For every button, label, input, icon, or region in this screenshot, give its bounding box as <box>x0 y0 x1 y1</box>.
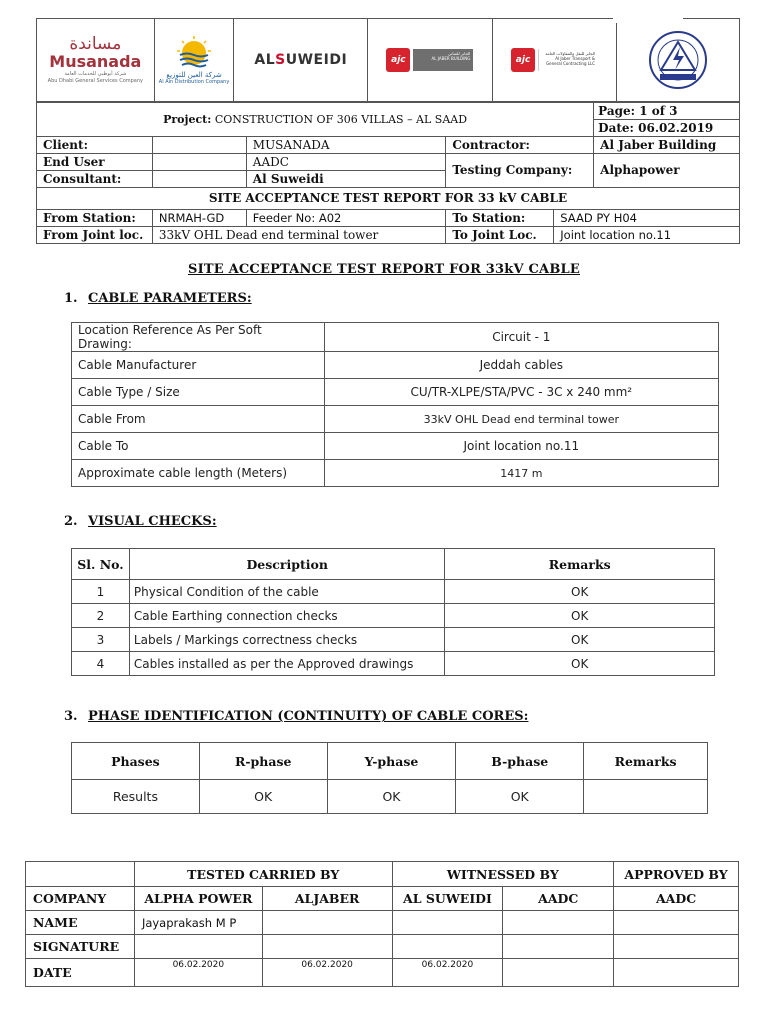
page-number: Page: 1 of 3 <box>598 104 678 118</box>
table-row <box>72 406 719 433</box>
row-description: Physical Condition of the cable <box>129 580 445 604</box>
param-value: 33kV OHL Dead end terminal tower <box>324 406 718 433</box>
report-date: Date: 06.02.2019 <box>594 119 739 136</box>
contractor-value: Al Jaber Building <box>594 137 740 154</box>
alsuweidi-logo <box>234 19 368 101</box>
table-row <box>26 959 739 987</box>
phase-remarks <box>584 780 708 814</box>
musanada-sub-en: Abu Dhabi General Services Company <box>47 77 143 84</box>
results-label: Results <box>72 780 200 814</box>
signature-cell <box>392 935 503 959</box>
report-title: SITE ACCEPTANCE TEST REPORT FOR 33 kV CABLE <box>37 188 740 210</box>
param-label: Cable Manufacturer <box>72 352 325 379</box>
ajc-badge-2: ajc <box>511 48 535 72</box>
param-value: 1417 m <box>324 460 718 487</box>
row-remarks: OK <box>445 652 715 676</box>
company-label: COMPANY <box>26 887 135 911</box>
param-value: CU/TR-XLPE/STA/PVC - 3C x 240 mm² <box>324 379 718 406</box>
name-cell: Jayaprakash M P <box>134 911 262 935</box>
date-label: DATE <box>26 959 135 987</box>
col-header-slno: Sl. No. <box>72 549 130 580</box>
to-station-label: To Station: <box>446 210 554 227</box>
col-header-remarks: Remarks <box>584 743 708 780</box>
table-row <box>72 628 715 652</box>
date-cell: 06.02.2020 <box>262 959 392 987</box>
from-station-value: NRMAH-GD <box>152 210 246 227</box>
alphapower-logo <box>617 19 739 101</box>
row-remarks: OK <box>445 628 715 652</box>
table-row <box>72 323 719 352</box>
header-notch <box>613 15 683 23</box>
musanada-english: Musanada <box>49 51 142 71</box>
alsuweidi-post: UWEIDI <box>285 52 348 68</box>
col-header-b-phase: B-phase <box>456 743 584 780</box>
signature-cell <box>262 935 392 959</box>
consultant-value: Al Suweidi <box>246 171 446 188</box>
feeder-number: Feeder No: A02 <box>246 210 446 227</box>
date-cell: 06.02.2020 <box>392 959 503 987</box>
ajc-building-arabic: الجابر للمباني <box>447 51 471 56</box>
ajc-building-english: AL JABER BUILDING <box>431 56 471 61</box>
aadc-english: Al Ain Distribution Company <box>158 79 230 85</box>
aadc-sun-icon <box>174 35 214 69</box>
param-value: Circuit - 1 <box>324 323 718 352</box>
project-label: Project: <box>163 113 212 126</box>
company-cell: AADC <box>503 887 614 911</box>
row-description: Cables installed as per the Approved drawings <box>129 652 445 676</box>
name-label: NAME <box>26 911 135 935</box>
col-header-phases: Phases <box>72 743 200 780</box>
table-row <box>26 887 739 911</box>
musanada-logo <box>37 19 155 101</box>
from-joint-label: From Joint loc. <box>37 227 153 244</box>
section-1-text: CABLE PARAMETERS: <box>88 291 252 306</box>
date-cell: 06.02.2020 <box>134 959 262 987</box>
signature-table <box>25 861 739 987</box>
logo-header <box>36 18 740 102</box>
musanada-arabic: مساندة <box>69 33 122 54</box>
date-cell <box>614 959 739 987</box>
col-header-r-phase: R-phase <box>199 743 327 780</box>
aljaber-transport-logo <box>493 19 618 101</box>
approved-by-header: APPROVED BY <box>614 862 739 887</box>
row-description: Labels / Markings correctness checks <box>129 628 445 652</box>
musanada-sub-ar: شركة أبوظبي للخدمات العامة <box>64 70 127 77</box>
table-row <box>72 780 708 814</box>
alphapower-emblem-icon <box>648 30 708 90</box>
signature-cell <box>134 935 262 959</box>
table-row <box>72 433 719 460</box>
witnessed-by-header: WITNESSED BY <box>392 862 614 887</box>
table-row <box>72 352 719 379</box>
testing-company-label: Testing Company: <box>446 154 594 188</box>
signature-cell <box>503 935 614 959</box>
row-remarks: OK <box>445 604 715 628</box>
row-number: 3 <box>72 628 130 652</box>
company-cell: AL SUWEIDI <box>392 887 503 911</box>
col-header-remarks: Remarks <box>445 549 715 580</box>
b-phase-result: OK <box>456 780 584 814</box>
end-user-label: End User <box>37 154 153 171</box>
from-joint-value: 33kV OHL Dead end terminal tower <box>152 227 445 244</box>
aadc-logo <box>155 19 235 101</box>
table-row <box>26 911 739 935</box>
visual-checks-table <box>71 548 715 676</box>
signature-label: SIGNATURE <box>26 935 135 959</box>
row-number: 2 <box>72 604 130 628</box>
table-row <box>72 379 719 406</box>
phase-identification-table <box>71 742 708 814</box>
to-joint-value: Joint location no.11 <box>554 227 740 244</box>
to-joint-label: To Joint Loc. <box>446 227 554 244</box>
client-value: MUSANADA <box>246 137 446 154</box>
project-info-table <box>36 102 740 244</box>
name-cell <box>503 911 614 935</box>
y-phase-result: OK <box>327 780 456 814</box>
row-number: 4 <box>72 652 130 676</box>
section-3-number: 3. <box>64 709 78 724</box>
section-2-text: VISUAL CHECKS: <box>88 514 217 529</box>
row-remarks: OK <box>445 580 715 604</box>
param-label: Cable To <box>72 433 325 460</box>
company-cell: AADC <box>614 887 739 911</box>
param-label: Location Reference As Per Soft Drawing: <box>72 323 325 352</box>
col-header-description: Description <box>129 549 445 580</box>
tested-by-header: TESTED CARRIED BY <box>134 862 392 887</box>
section-3-title <box>64 709 528 724</box>
param-value: Jeddah cables <box>324 352 718 379</box>
param-label: Approximate cable length (Meters) <box>72 460 325 487</box>
alsuweidi-s: S <box>275 52 286 68</box>
date-cell <box>503 959 614 987</box>
row-number: 1 <box>72 580 130 604</box>
table-row <box>72 652 715 676</box>
ajc-transport-english: Al Jaber Transport & General Contracting LLC <box>546 56 596 66</box>
ajc-transport-arabic: الجابر للنقل والمقاولات العامة <box>545 51 596 56</box>
alsuweidi-pre: AL <box>254 52 276 68</box>
table-row <box>26 935 739 959</box>
client-label: Client: <box>37 137 153 154</box>
to-station-value: SAAD PY H04 <box>554 210 740 227</box>
param-value: Joint location no.11 <box>324 433 718 460</box>
section-1-number: 1. <box>64 291 78 306</box>
testing-company-value: Alphapower <box>594 154 740 188</box>
signature-cell <box>614 935 739 959</box>
cable-parameters-table <box>71 322 719 487</box>
consultant-label: Consultant: <box>37 171 153 188</box>
param-label: Cable From <box>72 406 325 433</box>
col-header-y-phase: Y-phase <box>327 743 456 780</box>
alphapower-text: CONTRACTING L.L.C <box>663 89 694 93</box>
company-cell: ALPHA POWER <box>134 887 262 911</box>
name-cell <box>614 911 739 935</box>
name-cell <box>262 911 392 935</box>
row-description: Cable Earthing connection checks <box>129 604 445 628</box>
end-user-value: AADC <box>246 154 446 171</box>
project-value: CONSTRUCTION OF 306 VILLAS – AL SAAD <box>214 113 468 126</box>
aljaber-building-logo <box>368 19 493 101</box>
section-1-title <box>64 291 252 306</box>
table-row <box>72 460 719 487</box>
from-station-label: From Station: <box>37 210 153 227</box>
name-cell <box>392 911 503 935</box>
company-cell: ALJABER <box>262 887 392 911</box>
contractor-label: Contractor: <box>446 137 594 154</box>
section-3-text: PHASE IDENTIFICATION (CONTINUITY) OF CABLE CORES: <box>88 709 529 724</box>
section-2-number: 2. <box>64 514 78 529</box>
r-phase-result: OK <box>199 780 327 814</box>
table-row <box>72 580 715 604</box>
table-row <box>72 604 715 628</box>
ajc-badge: ajc <box>386 48 410 72</box>
main-title: SITE ACCEPTANCE TEST REPORT FOR 33kV CABLE <box>188 262 580 277</box>
param-label: Cable Type / Size <box>72 379 325 406</box>
section-2-title <box>64 514 217 529</box>
aadc-arabic: شركة العين للتوزيع <box>166 71 222 79</box>
